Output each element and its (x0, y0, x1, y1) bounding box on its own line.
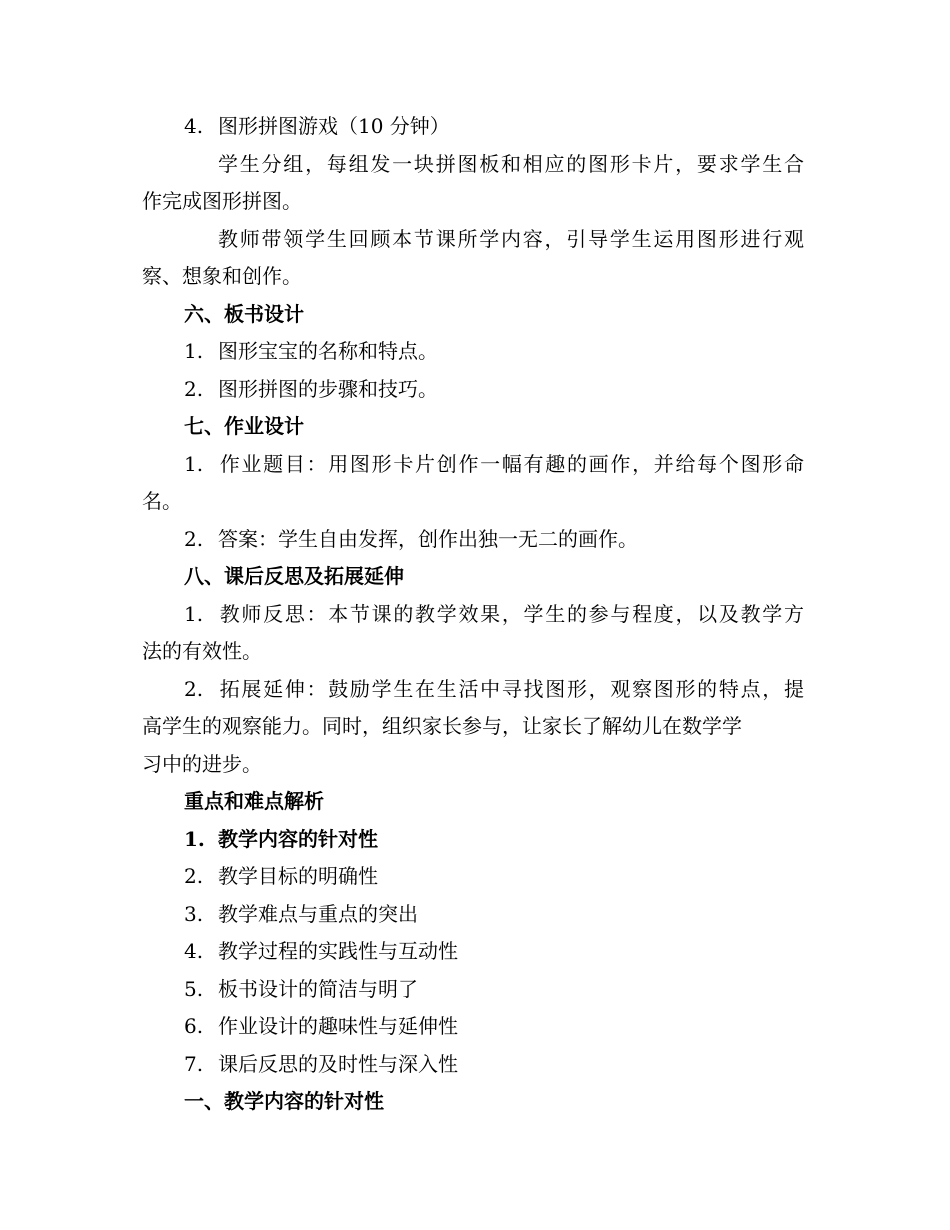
section-heading: 七、作业设计 (184, 414, 304, 438)
list-text: 板书设计的简洁与明了 (218, 976, 418, 1001)
list-item (142, 446, 804, 484)
list-number: 1. (184, 601, 204, 626)
list-item (142, 671, 804, 709)
list-text: 图形拼图游戏（10 分钟） (218, 114, 450, 138)
paragraph-line: 法的有效性。 (142, 639, 262, 663)
document-page (142, 108, 804, 1121)
paragraph-line: 学生分组，每组发一块拼图板和相应的图形卡片，要求学生合 (218, 151, 804, 176)
paragraph-line: 作完成图形拼图。 (142, 189, 302, 213)
list-text: 答案：学生自由发挥，创作出独一无二的画作。 (218, 526, 638, 551)
list-item (142, 371, 804, 409)
list-number: 4. (184, 939, 204, 963)
list-item (142, 933, 804, 971)
list-number: 4. (184, 114, 204, 138)
paragraph-line: 察、想象和创作。 (142, 264, 302, 288)
list-text: 作业题目：用图形卡片创作一幅有趣的画作，并给每个图形命 (218, 451, 804, 476)
game-section-title (142, 108, 804, 146)
section-heading: 八、课后反思及拓展延伸 (184, 564, 404, 588)
list-number: 2. (184, 676, 204, 701)
list-number: 3. (184, 901, 204, 926)
list-number: 2. (184, 526, 204, 551)
section-heading: 一、教学内容的针对性 (184, 1089, 384, 1113)
list-number: 1. (184, 451, 204, 476)
list-number: 7. (184, 1051, 204, 1076)
list-item (142, 858, 804, 896)
list-item (142, 333, 804, 371)
list-item (142, 596, 804, 634)
list-item (142, 1046, 804, 1084)
list-item (142, 521, 804, 559)
list-text: 课后反思的及时性与深入性 (218, 1051, 458, 1076)
paragraph-line: 高学生的观察能力。同时，组织家长参与，让家长了解幼儿在数学学 (142, 714, 742, 738)
list-text: 教学内容的针对性 (218, 826, 378, 851)
list-number: 6. (184, 1014, 204, 1038)
list-text: 图形拼图的步骤和技巧。 (218, 376, 438, 401)
list-text: 拓展延伸：鼓励学生在生活中寻找图形，观察图形的特点，提 (218, 676, 804, 701)
list-item (142, 971, 804, 1009)
list-text: 教师反思：本节课的教学效果，学生的参与程度，以及教学方 (218, 601, 804, 626)
section-heading: 六、板书设计 (184, 301, 304, 326)
list-text: 教学难点与重点的突出 (218, 901, 418, 926)
list-item (142, 1008, 804, 1046)
list-item (142, 896, 804, 934)
section-heading: 重点和难点解析 (184, 789, 324, 813)
paragraph-line: 教师带领学生回顾本节课所学内容，引导学生运用图形进行观 (218, 226, 804, 251)
list-number: 1. (184, 339, 204, 363)
paragraph-line: 习中的进步。 (142, 751, 262, 776)
list-text: 作业设计的趣味性与延伸性 (218, 1014, 458, 1038)
list-number: 5. (184, 976, 204, 1001)
list-number: 1. (184, 826, 205, 851)
list-text: 图形宝宝的名称和特点。 (218, 339, 438, 363)
paragraph-line: 名。 (142, 489, 182, 513)
list-text: 教学过程的实践性与互动性 (218, 939, 458, 963)
list-text: 教学目标的明确性 (218, 864, 378, 888)
list-number: 2. (184, 864, 204, 888)
list-item (142, 821, 804, 859)
list-number: 2. (184, 376, 204, 401)
